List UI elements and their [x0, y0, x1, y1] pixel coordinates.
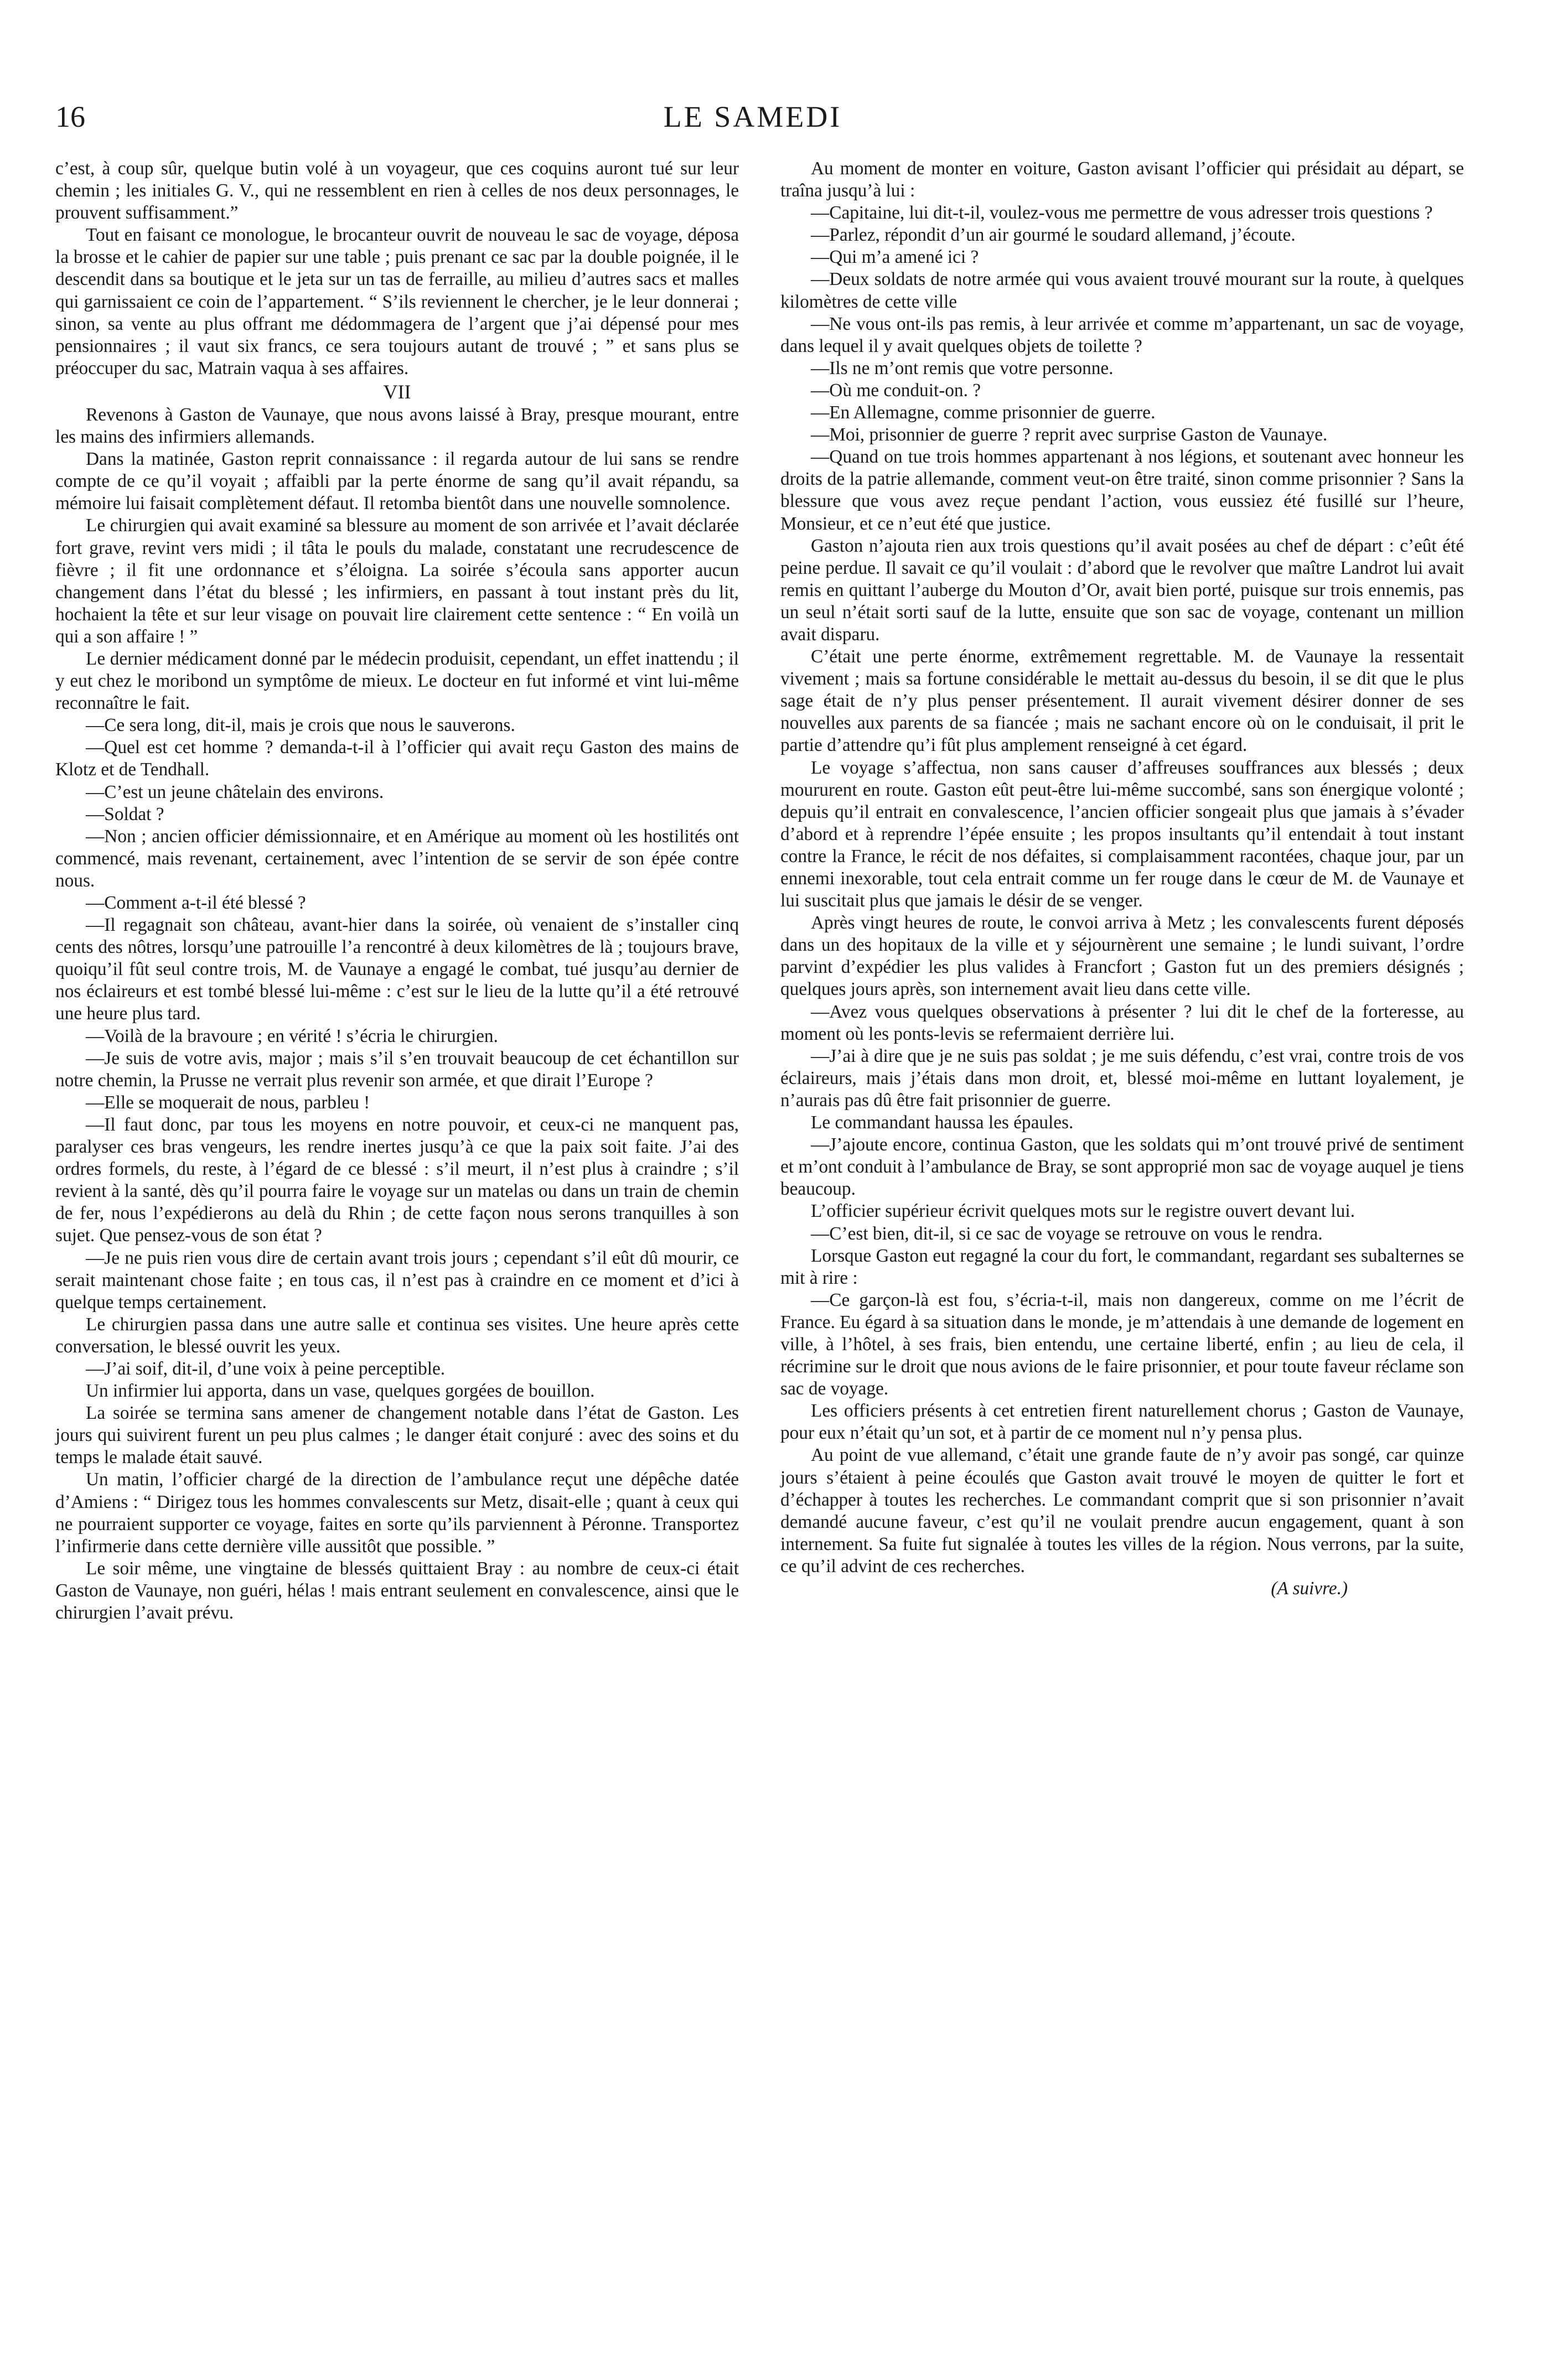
paragraph: —Parlez, répondit d’un air gourmé le soudard allemand, j’écoute.	[811, 225, 1296, 246]
paragraph: —Deux soldats de notre armée qui vous avaient trouvé mourant sur la route, à quelques kilomètres de cette ville	[780, 269, 1464, 312]
paragraph: Lorsque Gaston eut regagné la cour du fort, le commandant, regardant ses subalternes se mit à rire :	[780, 1245, 1464, 1288]
paragraph: Gaston n’ajouta rien aux trois questions qu’il avait posées au chef de départ : c’eût été peine perdue. Il savait ce qu’il voulait : d’abord que le revolver que maître Landrot lui avait remis en quittant l’auberge du Mouton d’Or, avait bien porté, puisque sur trois ennemis, pas un seul n’était sorti sauf de la lutte, ensuite que son sac de voyage, contenant un million avait disparu.	[780, 535, 1464, 645]
paragraph: —Ce garçon-là est fou, s’écria-t-il, mais non dangereux, comme on me l’écrit de France. Eu égard à sa situation dans le monde, je m’attendais à une demande de logement en ville, à l’hôtel, à ses frais, bien entendu, une certaine liberté, enfin ; au lieu de cela, il récrimine sur le droit que nous avions de le faire prisonnier, et pour toute faveur réclame son sac de voyage.	[780, 1289, 1464, 1399]
paragraph: —Il regagnait son château, avant-hier dans la soirée, où venaient de s’installer cinq cents des nôtres, lorsqu’une patrouille l’a rencontré à deux kilomètres de là ; toujours brave, quoiqu’il fût seul contre trois, M. de Vaunaye a engagé le combat, tué jusqu’au dernier de nos éclaireurs et est tombé blessé lui-même : c’est sur le lieu de la lutte qu’il a été retrouvé une heure plus tard.	[55, 915, 739, 1024]
paragraph: Tout en faisant ce monologue, le brocanteur ouvrit de nouveau le sac de voyage, déposa la brosse et le cahier de papier sur une table ; puis prenant ce sac par la double poignée, il le descendit dans sa boutique et le jeta sur un tas de ferraille, au milieu d’autres sacs et malles qui garnissaient ce coin de l’appartement. “ S’ils reviennent le chercher, je le leur donnerai ; sinon, sa vente au plus offrant me dédommagera de l’argent que j’ai dépensé pour mes pensionnaires ; il vaut six francs, ce sera toujours autant de trouvé ; ” et sans plus se préoccuper du sac, Matrain vaqua à ses affaires.	[55, 225, 739, 378]
paragraph: —Ne vous ont-ils pas remis, à leur arrivée et comme m’appartenant, un sac de voyage, dans lequel il y avait quelques objets de toilette ?	[780, 313, 1464, 356]
paragraph: —Quel est cet homme ? demanda-t-il à l’officier qui avait reçu Gaston des mains de Klotz et de Tendhall.	[55, 737, 739, 780]
paragraph: —Je suis de votre avis, major ; mais s’il s’en trouvait beaucoup de cet échantillon sur notre chemin, la Prusse ne verrait plus revenir son armée, et que dirait l’Europe ?	[55, 1048, 739, 1091]
paragraph: Le chirurgien passa dans une autre salle et continua ses visites. Une heure après cette conversation, le blessé ouvrit les yeux.	[55, 1314, 739, 1357]
paragraph: —Capitaine, lui dit-t-il, voulez-vous me permettre de vous adresser trois questions ?	[811, 203, 1433, 224]
paragraph: —Non ; ancien officier démissionnaire, et en Amérique au moment où les hostilités ont commencé, mais revenant, certainement, avec l’intention de se servir de son épée contre nous.	[55, 826, 739, 891]
paragraph: —C’est bien, dit-il, si ce sac de voyage se retrouve on vous le rendra.	[811, 1223, 1323, 1244]
paragraph: Le soir même, une vingtaine de blessés quittaient Bray : au nombre de ceux-ci était Gaston de Vaunaye, non guéri, hélas ! mais entrant seulement en convalescence, ainsi que le chirurgien l’avait prévu.	[55, 1558, 739, 1623]
paragraph: Un matin, l’officier chargé de la direction de l’ambulance reçut une dépêche datée d’Amiens : “ Dirigez tous les hommes convalescents sur Metz, disait-elle ; quant à ceux qui ne pourraient supporter ce voyage, faites en sorte qu’ils parviennent à Péronne. Transportez l’infirmerie dans cette dernière ville aussitôt que possible. ”	[55, 1469, 739, 1557]
paragraph: —Moi, prisonnier de guerre ? reprit avec surprise Gaston de Vaunaye.	[811, 424, 1328, 445]
paragraph: L’officier supérieur écrivit quelques mots sur le registre ouvert devant lui.	[811, 1201, 1355, 1222]
paragraph: Dans la matinée, Gaston reprit connaissance : il regarda autour de lui sans se rendre compte de ce qu’il voyait ; affaibli par la perte énorme de sang qu’il avait répandu, sa mémoire lui faisait complètement défaut. Il retomba bientôt dans une nouvelle somnolence.	[55, 449, 739, 514]
paragraph: c’est, à coup sûr, quelque butin volé à un voyageur, que ces coquins auront tué sur leur chemin ; les initiales G. V., qui ne ressemblent en rien à celles de nos deux personnages, le prouvent suffisamment.”	[55, 158, 739, 224]
paragraph: —Ce sera long, dit-il, mais je crois que nous le sauverons.	[86, 715, 515, 736]
paragraph: —J’ajoute encore, continua Gaston, que les soldats qui m’ont trouvé privé de sentiment et m’ont conduit à l’ambulance de Bray, se sont approprié mon sac de voyage auquel je tiens beaucoup.	[780, 1134, 1464, 1200]
paragraph: —Où me conduit-on. ?	[811, 380, 981, 401]
paragraph: Un infirmier lui apporta, dans un vase, quelques gorgées de bouillon.	[86, 1381, 595, 1402]
paragraph: —Il faut donc, par tous les moyens en notre pouvoir, et ceux-ci ne manquent pas, paralyser ces bras vengeurs, les rendre inertes jusqu’à ce que la paix soit faite. J’ai des ordres formels, du reste, à l’égard de ce blessé : s’il meurt, il n’est plus à craindre ; s’il revient à la santé, dès qu’il pourra faire le voyage sur un matelas ou dans un train de chemin de fer, nous l’expédierons au delà du Rhin ; de cette façon nous serons tranquilles à son sujet. Que pensez-vous de son état ?	[55, 1114, 739, 1246]
section-heading: VII	[383, 380, 411, 403]
page-header	[55, 100, 1450, 138]
paragraph: Le chirurgien qui avait examiné sa blessure au moment de son arrivée et l’avait déclarée fort grave, revint vers midi ; il tâta le pouls du malade, constatant une recrudescence de fièvre ; il fit une ordonnance et s’éloigna. La soirée s’écoula sans apporter aucun changement dans l’état du blessé ; les infirmiers, en passant à tout instant près du lit, hochaient la tête et sur leur visage on pouvait lire clairement cette sentence : “ En voilà un qui a son affaire ! ”	[55, 515, 739, 647]
paragraph: —Voilà de la bravoure ; en vérité ! s’écria le chirurgien.	[86, 1025, 498, 1046]
left-column	[55, 158, 739, 1624]
paragraph: —Comment a-t-il été blessé ?	[86, 893, 306, 913]
paragraph: Le commandant haussa les épaules.	[811, 1112, 1074, 1133]
page-number: 16	[55, 100, 85, 133]
paragraph: Au point de vue allemand, c’était une grande faute de n’y avoir pas songé, car quinze jours s’étaient à peine écoulés que Gaston avait trouvé le moyen de quitter le fort et d’échapper à toutes les recherches. Le commandant comprit que si son prisonnier n’avait demandé aucune faveur, c’est qu’il ne voulait prendre aucun engagement, quant à son internement. Sa fuite fut signalée à toutes les villes de la région. Nous verrons, par la suite, ce qu’il advint de ces recherches.	[780, 1445, 1464, 1577]
paragraph: Au moment de monter en voiture, Gaston avisant l’officier qui présidait au départ, se traîna jusqu’à lui :	[780, 158, 1464, 201]
paragraph: Le voyage s’affectua, non sans causer d’affreuses souffrances aux blessés ; deux moururent en route. Gaston eût peut-être lui-même succombé, sans son énergique volonté ; depuis qu’il entrait en convalescence, l’ancien officier songeait plus que jamais à s’évader d’abord et à reprendre l’épée ensuite ; les propos insultants qu’il entendait à tout instant contre la France, le récit de nos défaites, si complaisamment racontées, chaque jour, par un ennemi inexorable, tout cela entrait comme un fer rouge dans le cœur de M. de Vaunaye et lui suscitait plus que jamais le désir de se venger.	[780, 757, 1464, 911]
paragraph: —Avez vous quelques observations à présenter ? lui dit le chef de la forteresse, au moment où les ponts-levis se refermaient derrière lui.	[780, 1001, 1464, 1044]
paragraph: —C’est un jeune châtelain des environs.	[86, 781, 384, 802]
paragraph: —Je ne puis rien vous dire de certain avant trois jours ; cependant s’il eût dû mourir, ce serait maintenant chose faite ; en tous cas, il n’est pas à craindre en ce moment et d’ici à quelque temps certainement.	[55, 1247, 739, 1313]
paragraph: —Ils ne m’ont remis que votre personne.	[811, 357, 1114, 378]
paragraph: —Quand on tue trois hommes appartenant à nos légions, et soutenant avec honneur les droits de la patrie allemande, comment veut-on être traité, sinon comme prisonnier ? Sans la blessure que vous avez reçue pendant l’action, vous eussiez été fusillé sur l’heure, Monsieur, et ce n’eut été que justice.	[780, 447, 1464, 534]
paragraph: —J’ai soif, dit-il, d’une voix à peine perceptible.	[86, 1358, 446, 1379]
to-be-continued: (A suivre.)	[1271, 1578, 1348, 1599]
paragraph: Les officiers présents à cet entretien firent naturellement chorus ; Gaston de Vaunaye, pour eux n’était qu’un sot, et à partir de ce moment nul n’y pensa plus.	[780, 1401, 1464, 1444]
paragraph: —Qui m’a amené ici ?	[811, 247, 979, 268]
paragraph: —Soldat ?	[86, 803, 164, 825]
paragraph: C’était une perte énorme, extrêmement regrettable. M. de Vaunaye la ressentait vivement ; mais sa fortune considérable le mettait au-dessus du besoin, il se dit que le plus sage était de n’y plus penser présentement. Il aurait vivement désirer donner de ses nouvelles aux parents de sa fiancée ; mais ne sachant encore où on le conduisait, il prit le partie d’attendre qu’i fût plus amplement renseigné à cet égard.	[780, 646, 1464, 756]
paragraph: —J’ai à dire que je ne suis pas soldat ; je me suis défendu, c’est vrai, contre trois de vos éclaireurs, mais j’étais dans mon droit, et, blessé moi-même en luttant loyalement, je n’aurais pas dû être fait prisonnier de guerre.	[780, 1045, 1464, 1111]
paragraph: Le dernier médicament donné par le médecin produisit, cependant, un effet inattendu ; il y eut chez le moribond un symptôme de mieux. Le docteur en fut informé et vint lui-même reconnaître le fait.	[55, 648, 739, 714]
paragraph: Après vingt heures de route, le convoi arriva à Metz ; les convalescents furent déposés dans un des hopitaux de la ville et y séjournèrent une semaine ; le lundi suivant, l’ordre parvint d’expédier les plus valides à Francfort ; Gaston fut un des premiers désignés ; quelques jours après, son internement avait lieu dans cette ville.	[780, 912, 1464, 1000]
right-column	[780, 158, 1464, 1600]
masthead-title: LE SAMEDI	[663, 100, 842, 133]
paragraph: —En Allemagne, comme prisonnier de guerre.	[811, 402, 1156, 423]
paragraph: La soirée se termina sans amener de changement notable dans l’état de Gaston. Les jours qui suivirent furent un peu plus calmes ; le danger était conjuré : avec des soins et du temps le malade était sauvé.	[55, 1403, 739, 1468]
paragraph: —Elle se moquerait de nous, parbleu !	[86, 1092, 370, 1113]
paragraph: Revenons à Gaston de Vaunaye, que nous avons laissé à Bray, presque mourant, entre les mains des infirmiers allemands.	[55, 404, 739, 448]
